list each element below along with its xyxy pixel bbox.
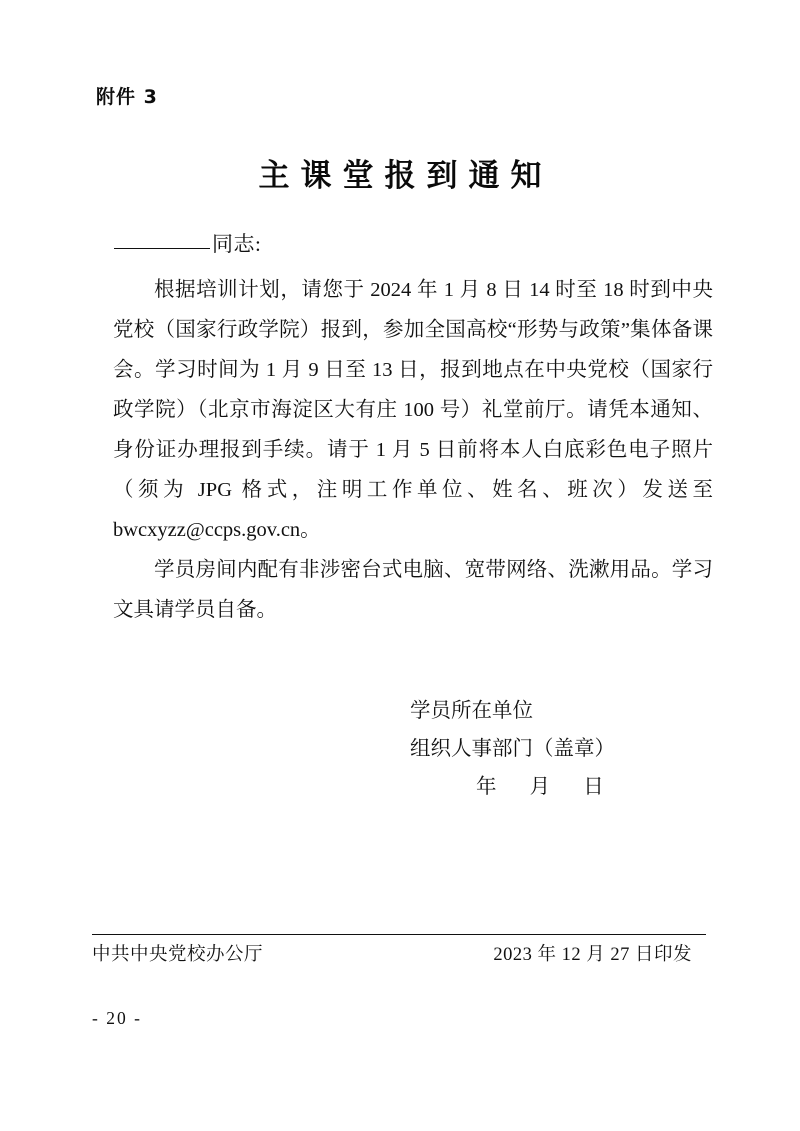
salutation-suffix: 同志: — [212, 232, 262, 256]
signature-department: 组织人事部门（盖章） — [410, 738, 615, 760]
paragraph-1: 根据培训计划，请您于 2024 年 1 月 8 日 14 时至 18 时到中央党校（国家行政学院）报到，参加全国高校“形势与政策”集体备课会。学习时间为 1 月 9 日至 13 日，报到地点在中央党校（国家行政学院）（北京市海淀区大有庄 100 号）礼堂前厅。请凭本通知、身份证办理报到手续。请于 1 月 5 日前将本人白底彩色电子照片（须为 JPG 格式，注明工作单位、姓名、班次）发送至 bwcxyzz@ccps.gov.cn。 — [113, 279, 713, 541]
page-title: 主课堂报到通知 — [258, 158, 553, 194]
page-number: - 20 - — [92, 1008, 142, 1028]
salutation-line — [114, 228, 261, 258]
signature-date: 年 月 日 — [476, 776, 618, 798]
footer-issue-date: 2023 年 12 月 27 日印发 — [493, 945, 692, 965]
footer — [92, 940, 706, 966]
name-blank-underline — [114, 248, 210, 249]
attachment-label: 附件 3 — [96, 86, 158, 108]
paragraph-2: 学员房间内配有非涉密台式电脑、宽带网络、洗漱用品。学习文具请学员自备。 — [113, 559, 713, 621]
signature-block — [410, 692, 618, 806]
footer-issuer: 中共中央党校办公厅 — [92, 945, 264, 965]
signature-unit: 学员所在单位 — [410, 700, 533, 722]
footer-divider — [92, 934, 706, 935]
body-text — [113, 270, 713, 630]
